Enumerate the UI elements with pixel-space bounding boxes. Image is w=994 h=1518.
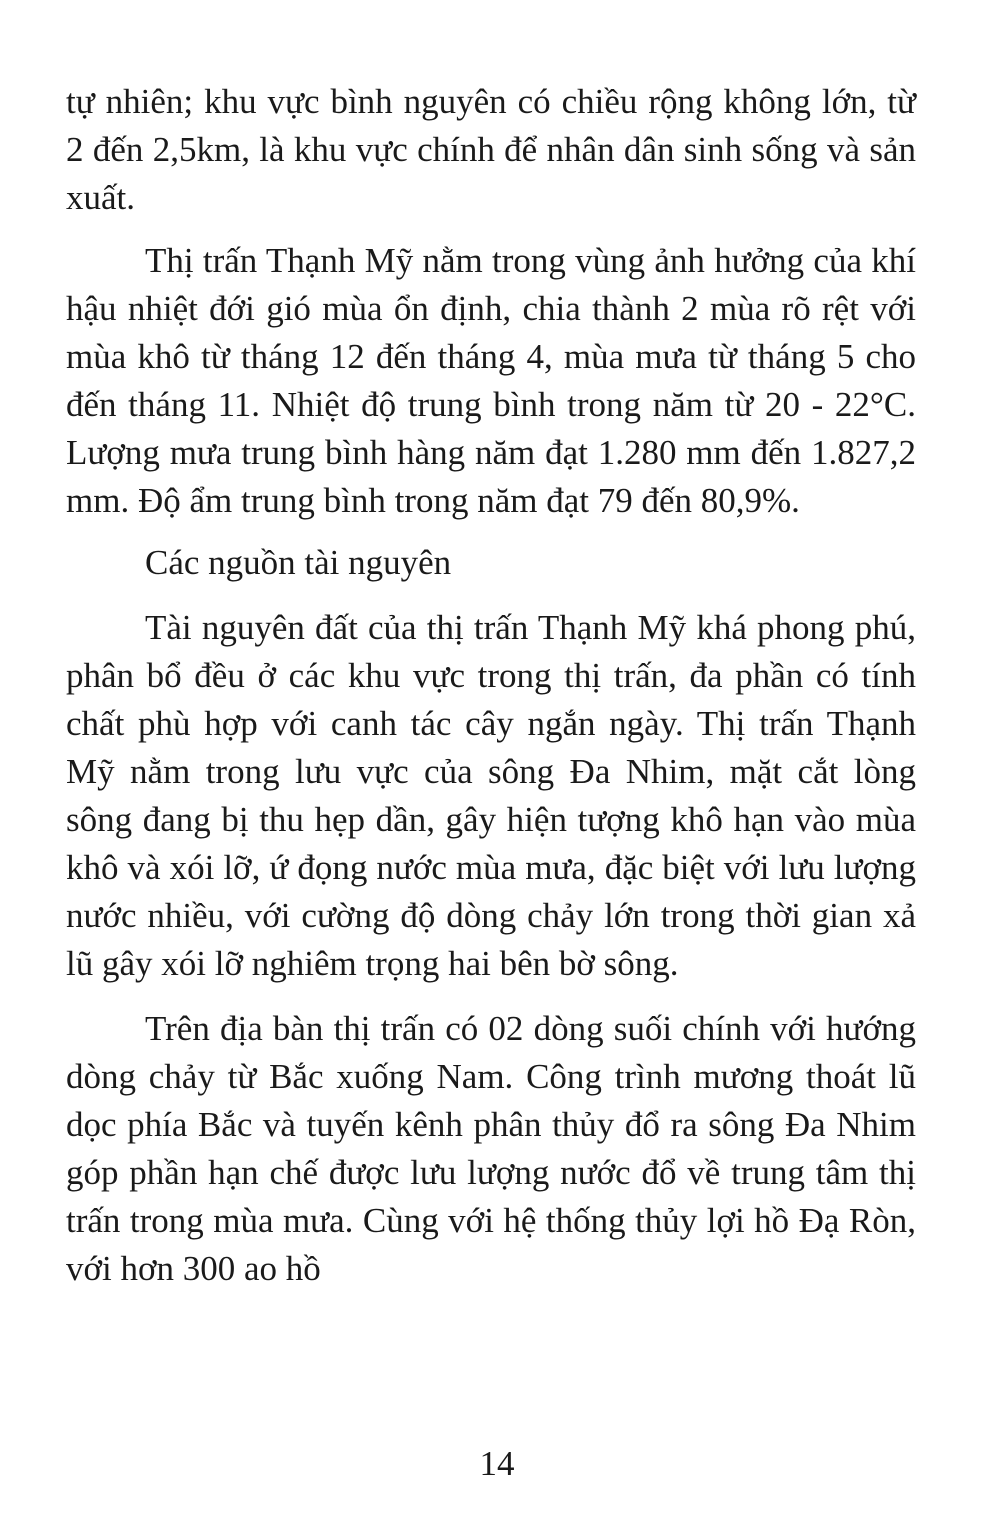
page-number: 14 [479, 1444, 515, 1483]
section-heading-resources: Các nguồn tài nguyên [145, 543, 452, 582]
paragraph-land-resources: Tài nguyên đất của thị trấn Thạnh Mỹ khá phong phú, phân bổ đều ở các khu vực trong thị trấn, đa phần có tính chất phù hợp với canh tác cây ngắn ngày. Thị trấn Thạnh Mỹ nằm trong lưu vực của sông Đa Nhim, mặt cắt lòng sông đang bị thu hẹp dần, gây hiện tượng khô hạn vào mùa khô và xói lỡ, ứ đọng nước mùa mưa, đặc biệt với lưu lượng nước nhiều, với cường độ dòng chảy lớn trong thời gian xả lũ gây xói lỡ nghiêm trọng hai bên bờ sông. [66, 608, 916, 983]
body-text [66, 78, 916, 1293]
paragraph-climate: Thị trấn Thạnh Mỹ nằm trong vùng ảnh hưởng của khí hậu nhiệt đới gió mùa ổn định, chia thành 2 mùa rõ rệt với mùa khô từ tháng 12 đến tháng 4, mùa mưa từ tháng 5 cho đến tháng 11. Nhiệt độ trung bình trong năm từ 20 - 22°C. Lượng mưa trung bình hàng năm đạt 1.280 mm đến 1.827,2 mm. Độ ẩm trung bình trong năm đạt 79 đến 80,9%. [66, 241, 916, 520]
paragraph-water-resources: Trên địa bàn thị trấn có 02 dòng suối chính với hướng dòng chảy từ Bắc xuống Nam. Công trình mương thoát lũ dọc phía Bắc và tuyến kênh phân thủy đổ ra sông Đa Nhim góp phần hạn chế được lưu lượng nước đổ về trung tâm thị trấn trong mùa mưa. Cùng với hệ thống thủy lợi hồ Đạ Ròn, với hơn 300 ao hồ [66, 1009, 916, 1288]
paragraph-terrain: tự nhiên; khu vực bình nguyên có chiều rộng không lớn, từ 2 đến 2,5km, là khu vực chính để nhân dân sinh sống và sản xuất. [66, 82, 916, 217]
